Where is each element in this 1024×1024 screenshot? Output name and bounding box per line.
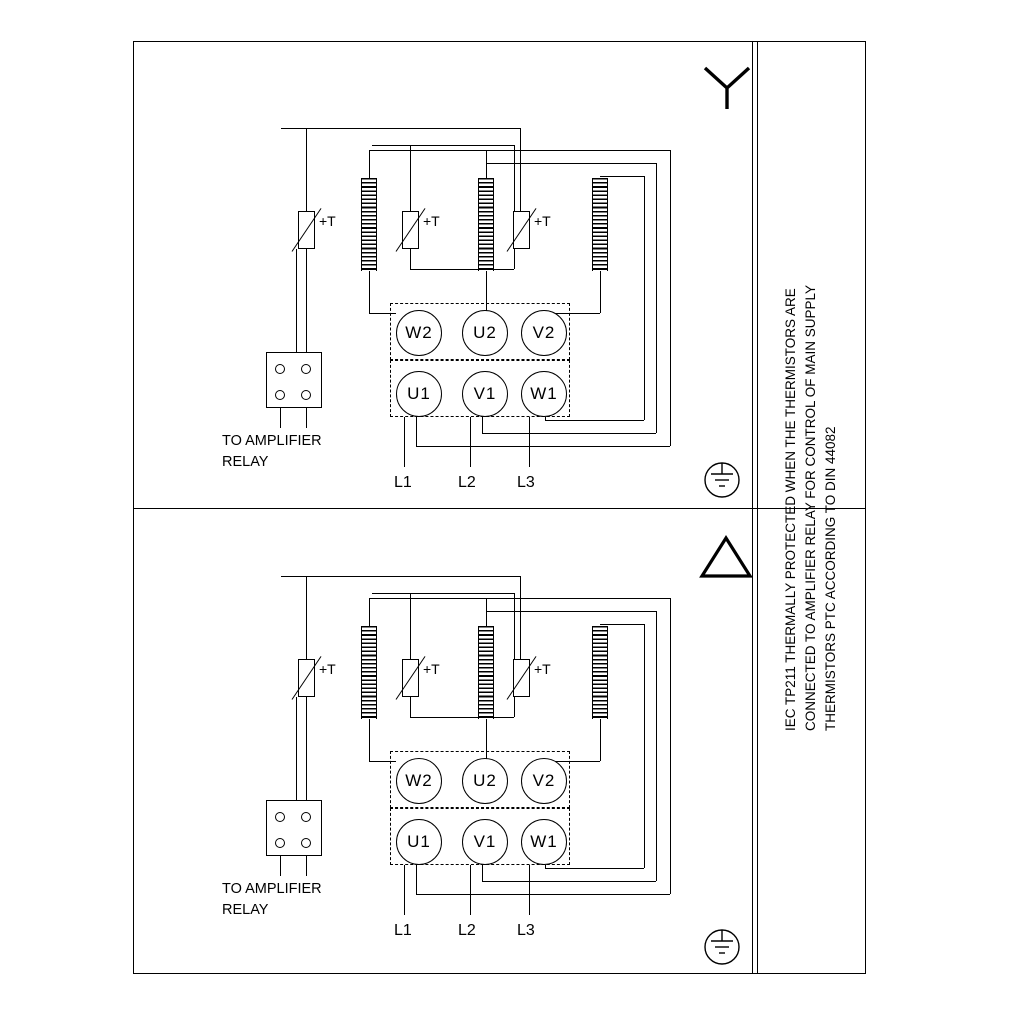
phase-label-l3: L3 bbox=[517, 474, 535, 491]
note-line-1: IEC TP211 THERMALLY PROTECTED WHEN THE THERMISTORS ARE bbox=[783, 287, 799, 731]
terminal-v2: V2 bbox=[521, 310, 567, 356]
link-wire bbox=[656, 611, 657, 881]
ptc-wire bbox=[296, 697, 297, 801]
link-wire bbox=[670, 598, 671, 894]
coil-lead bbox=[369, 150, 370, 178]
earth-ground-symbol bbox=[698, 458, 746, 502]
amplifier-label-line2: RELAY bbox=[222, 902, 269, 918]
phase-lead-l3 bbox=[529, 417, 530, 467]
winding-coil-3 bbox=[592, 626, 608, 719]
ptc-wire bbox=[306, 128, 307, 211]
link-wire bbox=[482, 865, 483, 881]
link-wire bbox=[416, 417, 417, 446]
phase-lead-l3 bbox=[529, 865, 530, 915]
phase-label-l1: L1 bbox=[394, 474, 412, 491]
coil-lead bbox=[369, 598, 370, 626]
ptc-label-1: +T bbox=[319, 661, 336, 677]
ptc-wire bbox=[410, 249, 411, 269]
amplifier-wire bbox=[280, 408, 281, 428]
link-wire bbox=[482, 881, 656, 882]
ptc-wire bbox=[410, 593, 411, 659]
note-line-3: THERMISTORS PTC ACCORDING TO DIN 44082 bbox=[823, 425, 839, 731]
coil-lead bbox=[600, 271, 601, 313]
ptc-wire bbox=[306, 697, 307, 801]
note-column bbox=[757, 41, 866, 974]
terminal-dot bbox=[275, 812, 285, 822]
ptc-label-1: +T bbox=[319, 213, 336, 229]
ptc-wire bbox=[281, 128, 520, 129]
winding-coil-1 bbox=[361, 626, 377, 719]
ptc-wire bbox=[520, 576, 521, 659]
coil-lead bbox=[486, 598, 487, 626]
delta-symbol bbox=[698, 533, 754, 581]
link-wire bbox=[656, 163, 657, 433]
link-wire bbox=[545, 868, 644, 869]
amplifier-wire bbox=[280, 856, 281, 876]
terminal-dot bbox=[275, 364, 285, 374]
link-wire bbox=[545, 420, 644, 421]
terminal-dot bbox=[301, 390, 311, 400]
terminal-u1: U1 bbox=[396, 371, 442, 417]
link-wire bbox=[600, 624, 644, 625]
winding-coil-2 bbox=[478, 178, 494, 271]
terminal-dot bbox=[301, 364, 311, 374]
terminal-dot bbox=[301, 838, 311, 848]
link-wire bbox=[644, 176, 645, 420]
ptc-wire bbox=[281, 576, 520, 577]
ptc-label-2: +T bbox=[423, 213, 440, 229]
link-wire bbox=[545, 865, 546, 868]
link-wire bbox=[486, 611, 656, 612]
link-wire bbox=[370, 150, 670, 151]
ptc-wire bbox=[410, 269, 514, 270]
terminal-dot bbox=[275, 838, 285, 848]
ptc-wire bbox=[514, 593, 515, 659]
phase-lead-l2 bbox=[470, 417, 471, 467]
ptc-wire bbox=[410, 145, 411, 211]
phase-lead-l1 bbox=[404, 417, 405, 467]
phase-label-l2: L2 bbox=[458, 474, 476, 491]
terminal-v1: V1 bbox=[462, 819, 508, 865]
coil-lead bbox=[369, 271, 370, 313]
terminal-w2: W2 bbox=[396, 310, 442, 356]
winding-coil-3 bbox=[592, 178, 608, 271]
terminal-dot bbox=[275, 390, 285, 400]
ptc-label-3: +T bbox=[534, 213, 551, 229]
terminal-dot bbox=[301, 812, 311, 822]
winding-coil-2 bbox=[478, 626, 494, 719]
terminal-u1: U1 bbox=[396, 819, 442, 865]
phase-label-l2: L2 bbox=[458, 922, 476, 939]
amplifier-label-line2: RELAY bbox=[222, 454, 269, 470]
link-wire bbox=[416, 894, 670, 895]
terminal-v2: V2 bbox=[521, 758, 567, 804]
earth-ground-symbol bbox=[698, 925, 746, 969]
terminal-u2: U2 bbox=[462, 758, 508, 804]
phase-label-l3: L3 bbox=[517, 922, 535, 939]
wye-symbol bbox=[697, 62, 757, 112]
coil-lead bbox=[369, 719, 370, 761]
winding-coil-1 bbox=[361, 178, 377, 271]
terminal-w2: W2 bbox=[396, 758, 442, 804]
link-wire bbox=[670, 150, 671, 446]
phase-lead-l1 bbox=[404, 865, 405, 915]
link-wire bbox=[486, 163, 656, 164]
ptc-wire bbox=[296, 249, 297, 353]
ptc-wire bbox=[520, 128, 521, 211]
terminal-u2: U2 bbox=[462, 310, 508, 356]
ptc-wire bbox=[514, 697, 515, 717]
terminal-w1: W1 bbox=[521, 371, 567, 417]
coil-lead bbox=[600, 719, 601, 761]
ptc-wire bbox=[410, 717, 514, 718]
ptc-wire bbox=[306, 576, 307, 659]
ptc-wire bbox=[306, 249, 307, 353]
symbol-column-divider bbox=[752, 41, 753, 974]
amplifier-wire bbox=[306, 856, 307, 876]
note-text bbox=[782, 284, 842, 730]
ptc-label-3: +T bbox=[534, 661, 551, 677]
phase-label-l1: L1 bbox=[394, 922, 412, 939]
link-wire bbox=[600, 176, 644, 177]
link-wire bbox=[644, 624, 645, 868]
ptc-wire bbox=[372, 593, 514, 594]
link-wire bbox=[416, 446, 670, 447]
amplifier-wire bbox=[306, 408, 307, 428]
note-line-2: CONNECTED TO AMPLIFIER RELAY FOR CONTROL OF MAIN SUPPLY bbox=[803, 284, 819, 731]
amplifier-label-line1: TO AMPLIFIER bbox=[222, 433, 322, 449]
link-wire bbox=[416, 865, 417, 894]
ptc-wire bbox=[372, 145, 514, 146]
ptc-wire bbox=[514, 145, 515, 211]
amplifier-connection-box bbox=[266, 800, 322, 856]
link-wire bbox=[370, 598, 670, 599]
link-wire bbox=[482, 417, 483, 433]
ptc-wire bbox=[410, 697, 411, 717]
ptc-label-2: +T bbox=[423, 661, 440, 677]
link-wire bbox=[482, 433, 656, 434]
terminal-w1: W1 bbox=[521, 819, 567, 865]
amplifier-label-line1: TO AMPLIFIER bbox=[222, 881, 322, 897]
ptc-wire bbox=[514, 249, 515, 269]
terminal-v1: V1 bbox=[462, 371, 508, 417]
link-wire bbox=[545, 417, 546, 420]
phase-lead-l2 bbox=[470, 865, 471, 915]
coil-lead bbox=[486, 150, 487, 178]
amplifier-connection-box bbox=[266, 352, 322, 408]
